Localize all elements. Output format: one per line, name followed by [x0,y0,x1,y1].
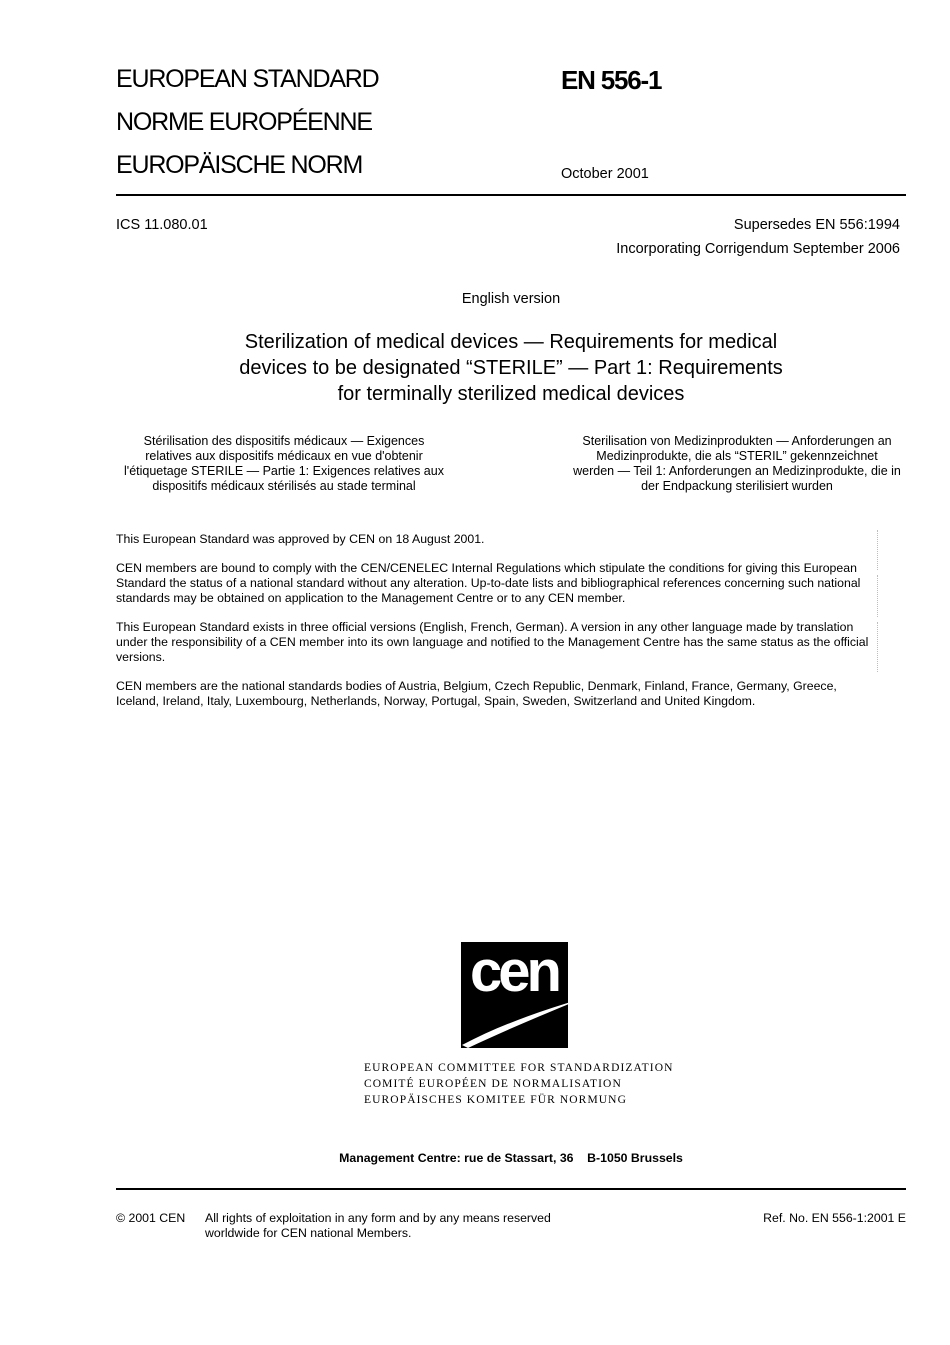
approval-paragraph: This European Standard was approved by CEN on 18 August 2001. [116,532,485,546]
header-rule [116,194,906,196]
german-title [564,434,910,494]
compliance-paragraph [116,561,906,606]
versions-paragraph [116,620,906,665]
french-title-line: l'étiquetage STERILE — Partie 1: Exigences relatives aux [124,464,444,478]
revision-mark [877,622,878,672]
revision-mark [877,530,878,570]
copyright-notice: © 2001 CEN [116,1211,186,1225]
cen-logo [460,941,582,1049]
paragraph-line: versions. [116,650,166,664]
cen-logo-text: cen [470,941,558,1004]
members-paragraph [116,679,906,709]
paragraph-line: under the responsibility of a CEN member into its own language and notified to the Management Centre has the same status as the official [116,635,869,649]
publication-date: October 2001 [561,166,649,182]
document-title [116,329,906,407]
cen-logo-graphic [460,941,582,1049]
standard-title-en: EUROPEAN STANDARD [116,65,379,93]
standard-number: EN 556-1 [561,65,662,95]
french-title-line: dispositifs médicaux stérilisés au stade terminal [152,479,416,493]
revision-mark [877,575,878,617]
paragraph-line: CEN members are the national standards bodies of Austria, Belgium, Czech Republic, Denmark, Finland, France, Germany, Greece, [116,679,837,693]
management-centre-address: Management Centre: rue de Stassart, 36 B-1050 Brussels [339,1151,683,1165]
document-title-line: for terminally sterilized medical devices [337,383,685,405]
document-title-line: Sterilization of medical devices — Requirements for medical [244,331,778,353]
ics-code: ICS 11.080.01 [116,217,208,233]
rights-line: All rights of exploitation in any form and by any means reserved [205,1211,551,1225]
paragraph-line: This European Standard exists in three official versions (English, French, German). A version in any other language made by translation [116,620,854,634]
german-title-line: Sterilisation von Medizinprodukten — Anforderungen an [582,434,892,448]
german-title-line: werden — Teil 1: Anforderungen an Medizinprodukte, die in [573,464,901,478]
reference-number: Ref. No. EN 556-1:2001 E [763,1211,906,1225]
committee-name-de: EUROPÄISCHES KOMITEE FÜR NORMUNG [364,1094,627,1106]
rights-notice [205,1211,551,1241]
document-title-line: devices to be designated “STERILE” — Part 1: Requirements [239,357,783,379]
committee-name-en: EUROPEAN COMMITTEE FOR STANDARDIZATION [364,1062,674,1074]
paragraph-line: standards may be obtained on application to the Management Centre or to any CEN member. [116,591,626,605]
footer-rule [116,1188,906,1190]
language-version: English version [461,291,561,307]
standard-title-de: EUROPÄISCHE NORM [116,151,363,179]
french-title [116,434,452,494]
supersedes-note: Supersedes EN 556:1994 [733,217,900,233]
paragraph-line: Iceland, Ireland, Italy, Luxembourg, Netherlands, Norway, Portugal, Spain, Sweden, Switzerland and United Kingdom. [116,694,756,708]
paragraph-line: Standard the status of a national standard without any alteration. Up-to-date lists and bibliographical references concerning such national [116,576,861,590]
standard-title-fr: NORME EUROPÉENNE [116,108,372,136]
german-title-line: Medizinprodukte, die als “STERIL” gekennzeichnet [596,449,878,463]
committee-name-fr: COMITÉ EUROPÉEN DE NORMALISATION [364,1078,622,1090]
french-title-line: relatives aux dispositifs médicaux en vue d'obtenir [145,449,423,463]
paragraph-line: CEN members are bound to comply with the CEN/CENELEC Internal Regulations which stipulate the conditions for giving this European [116,561,857,575]
rights-line: worldwide for CEN national Members. [205,1226,412,1240]
french-title-line: Stérilisation des dispositifs médicaux — Exigences [143,434,425,448]
german-title-line: der Endpackung sterilisiert wurden [641,479,833,493]
corrigendum-note: Incorporating Corrigendum September 2006 [616,241,900,257]
